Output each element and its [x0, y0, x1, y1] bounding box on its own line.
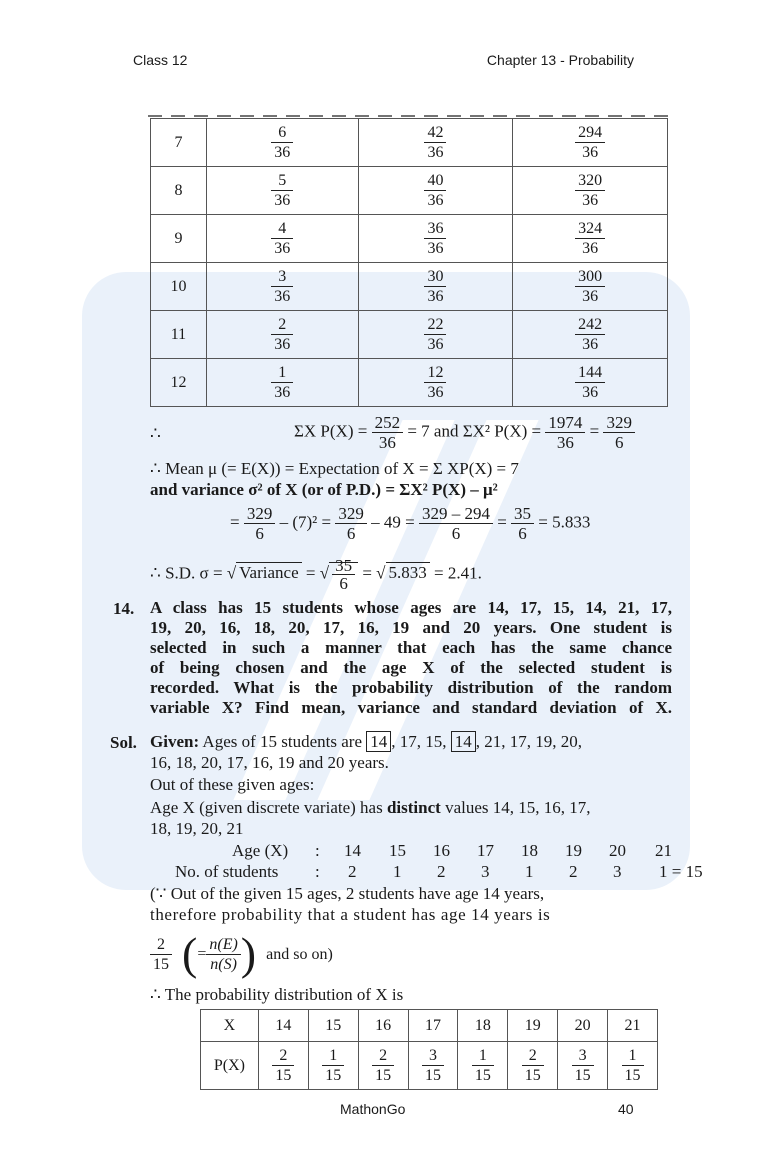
question-line: of being chosen and the age X of the selected student is: [150, 658, 672, 677]
fraction-cell: [513, 119, 668, 167]
student-count: 3: [481, 862, 490, 881]
probability-cell: [608, 1042, 658, 1090]
student-count: 2: [437, 862, 446, 881]
fraction: $\frac{294}{36}$: [575, 123, 605, 162]
fraction-cell: [206, 215, 358, 263]
fraction: $\frac{2}{15}$: [272, 1046, 294, 1085]
because-line-1: (∵ Out of the given 15 ages, 2 students have age 14 years,: [150, 884, 545, 903]
x-value: 12: [151, 359, 207, 407]
solution-line-4: Age X (given discrete variate) has distinct values 14, 15, 16, 17,: [150, 798, 591, 817]
fraction-cell: [513, 311, 668, 359]
probability-example: $\frac{2}{15}$ (= $\frac{n(E)}{n(S)}$ ) and so on): [150, 932, 333, 976]
fraction: $\frac{12}{36}$: [424, 363, 446, 402]
distribution-table-continued: [150, 118, 668, 407]
age-value: 19: [565, 841, 582, 860]
table-row: [151, 359, 668, 407]
probability-cell: [508, 1042, 558, 1090]
fraction: $\frac{1}{15}$: [322, 1046, 344, 1085]
fraction-cell: [358, 215, 513, 263]
x-value: 21: [608, 1010, 658, 1042]
fraction-cell: [358, 359, 513, 407]
fraction: $\frac{1}{15}$: [472, 1046, 494, 1085]
because-line-2: therefore probability that a student has age 14 years is: [150, 905, 551, 924]
fraction: $\frac{1}{15}$: [622, 1046, 644, 1085]
fraction-cell: [358, 167, 513, 215]
x-value: 11: [151, 311, 207, 359]
fraction: $\frac{320}{36}$: [575, 171, 605, 210]
header-chapter: Chapter 13 - Probability: [486, 52, 634, 68]
fraction: $\frac{22}{36}$: [424, 315, 446, 354]
fraction: $\frac{2}{15}$: [372, 1046, 394, 1085]
probability-cell: [308, 1042, 358, 1090]
fraction: $\frac{3}{15}$: [422, 1046, 444, 1085]
standard-deviation-line: ∴ S.D. σ = √ Variance = √ $\frac{35}{6}$ = √ 5.833 = 2.41.: [150, 556, 482, 593]
age-value: 20: [609, 841, 626, 860]
probability-cell: [458, 1042, 508, 1090]
age-value: 17: [477, 841, 494, 860]
fraction-cell: [206, 167, 358, 215]
table-row: [151, 167, 668, 215]
fraction: $\frac{42}{36}$: [424, 123, 446, 162]
table-row: [201, 1042, 658, 1090]
question-text: [150, 598, 672, 718]
fraction-cell: [358, 311, 513, 359]
age-value: 14: [344, 841, 361, 860]
ages-label: Age (X): [232, 841, 289, 860]
x-value: 18: [458, 1010, 508, 1042]
student-count: 1 = 15: [659, 862, 703, 881]
students-label: No. of students: [175, 862, 279, 881]
age-value: 18: [521, 841, 538, 860]
fraction: $\frac{300}{36}$: [575, 267, 605, 306]
solution-line-5: 18, 19, 20, 21: [150, 819, 244, 838]
table-row: [151, 215, 668, 263]
solution-line-2: 16, 18, 20, 17, 16, 19 and 20 years.: [150, 753, 389, 772]
fraction-cell: [206, 263, 358, 311]
fraction: $\frac{324}{36}$: [575, 219, 605, 258]
x-value: 20: [558, 1010, 608, 1042]
probability-cell: [358, 1042, 408, 1090]
variance-line: and variance σ² of X (or of P.D.) = ΣX² P(X) – μ²: [150, 480, 498, 499]
solution-line-3: Out of these given ages:: [150, 775, 315, 794]
fraction-cell: [513, 263, 668, 311]
question-line: selected in such a manner that each has the same chance: [150, 638, 672, 657]
fraction-cell: [513, 215, 668, 263]
x-value: 14: [258, 1010, 308, 1042]
table-row: [201, 1010, 658, 1042]
fraction: $\frac{6}{36}$: [271, 123, 293, 162]
student-count: 1: [525, 862, 534, 881]
question-line: recorded. What is the probability distribution of the random: [150, 678, 672, 697]
question-line: variable X? Find mean, variance and standard deviation of X.: [150, 698, 672, 717]
probability-cell: [258, 1042, 308, 1090]
fraction: $\frac{36}{36}$: [424, 219, 446, 258]
fraction: $\frac{3}{15}$: [572, 1046, 594, 1085]
student-count: 3: [613, 862, 622, 881]
x-value: 17: [408, 1010, 458, 1042]
fraction: $\frac{144}{36}$: [575, 363, 605, 402]
table-row: [151, 263, 668, 311]
header-class: Class 12: [133, 52, 188, 68]
x-value: 15: [308, 1010, 358, 1042]
age-value: 15: [389, 841, 406, 860]
fraction: $\frac{242}{36}$: [575, 315, 605, 354]
fraction-cell: [358, 263, 513, 311]
fraction-cell: [513, 359, 668, 407]
question-line: A class has 15 students whose ages are 14, 17, 15, 14, 21, 17,: [150, 598, 672, 617]
fraction: $\frac{1}{36}$: [271, 363, 293, 402]
fraction-cell: [206, 359, 358, 407]
question-line: 19, 20, 16, 18, 20, 17, 16, 19 and 20 years. One student is: [150, 618, 672, 637]
students-colon: :: [315, 862, 320, 881]
x-value: 19: [508, 1010, 558, 1042]
fraction-cell: [206, 311, 358, 359]
sum-line: ΣX P(X) = $\frac{252}{36}$ = 7 and ΣX² P(X) = $\frac{1974}{36}$ = $\frac{329}{6}$: [294, 413, 635, 452]
student-count: 1: [393, 862, 402, 881]
student-count: 2: [569, 862, 578, 881]
probability-distribution-table: [200, 1009, 658, 1090]
fraction-cell: [358, 119, 513, 167]
distribution-heading: ∴ The probability distribution of X is: [150, 985, 404, 1004]
variance-calculation: = $\frac{329}{6}$ – (7)² = $\frac{329}{6}$ – 49 = $\frac{329 - 294}{6}$ = $\frac{35}{6}$ = 5.833: [230, 504, 591, 543]
probability-cell: [408, 1042, 458, 1090]
fraction: $\frac{2}{15}$: [522, 1046, 544, 1085]
x-value: 10: [151, 263, 207, 311]
fraction: $\frac{3}{36}$: [271, 267, 293, 306]
question-number: 14.: [113, 599, 135, 618]
fraction: $\frac{40}{36}$: [424, 171, 446, 210]
fraction: $\frac{30}{36}$: [424, 267, 446, 306]
x-value: 8: [151, 167, 207, 215]
mean-line: ∴ Mean μ (= E(X)) = Expectation of X = Σ XP(X) = 7: [150, 459, 519, 478]
therefore-symbol: ∴: [150, 424, 161, 443]
table-row: [151, 311, 668, 359]
footer-brand: MathonGo: [340, 1101, 406, 1117]
fraction-cell: [513, 167, 668, 215]
solution-line-1: Given: Ages of 15 students are 14 , 17, 15, 14 , 21, 17, 19, 20,: [150, 732, 582, 751]
ages-colon: :: [315, 841, 320, 860]
fraction: $\frac{2}{36}$: [271, 315, 293, 354]
solution-label: Sol.: [110, 733, 137, 752]
student-count: 2: [348, 862, 357, 881]
p-header: P(X): [201, 1042, 259, 1090]
probability-cell: [558, 1042, 608, 1090]
fraction: $\frac{4}{36}$: [271, 219, 293, 258]
fraction: $\frac{5}{36}$: [271, 171, 293, 210]
page-number: 40: [618, 1101, 634, 1117]
x-value: 7: [151, 119, 207, 167]
age-value: 21: [655, 841, 672, 860]
x-header: X: [201, 1010, 259, 1042]
age-value: 16: [433, 841, 450, 860]
x-value: 16: [358, 1010, 408, 1042]
table-row: [151, 119, 668, 167]
fraction-cell: [206, 119, 358, 167]
x-value: 9: [151, 215, 207, 263]
